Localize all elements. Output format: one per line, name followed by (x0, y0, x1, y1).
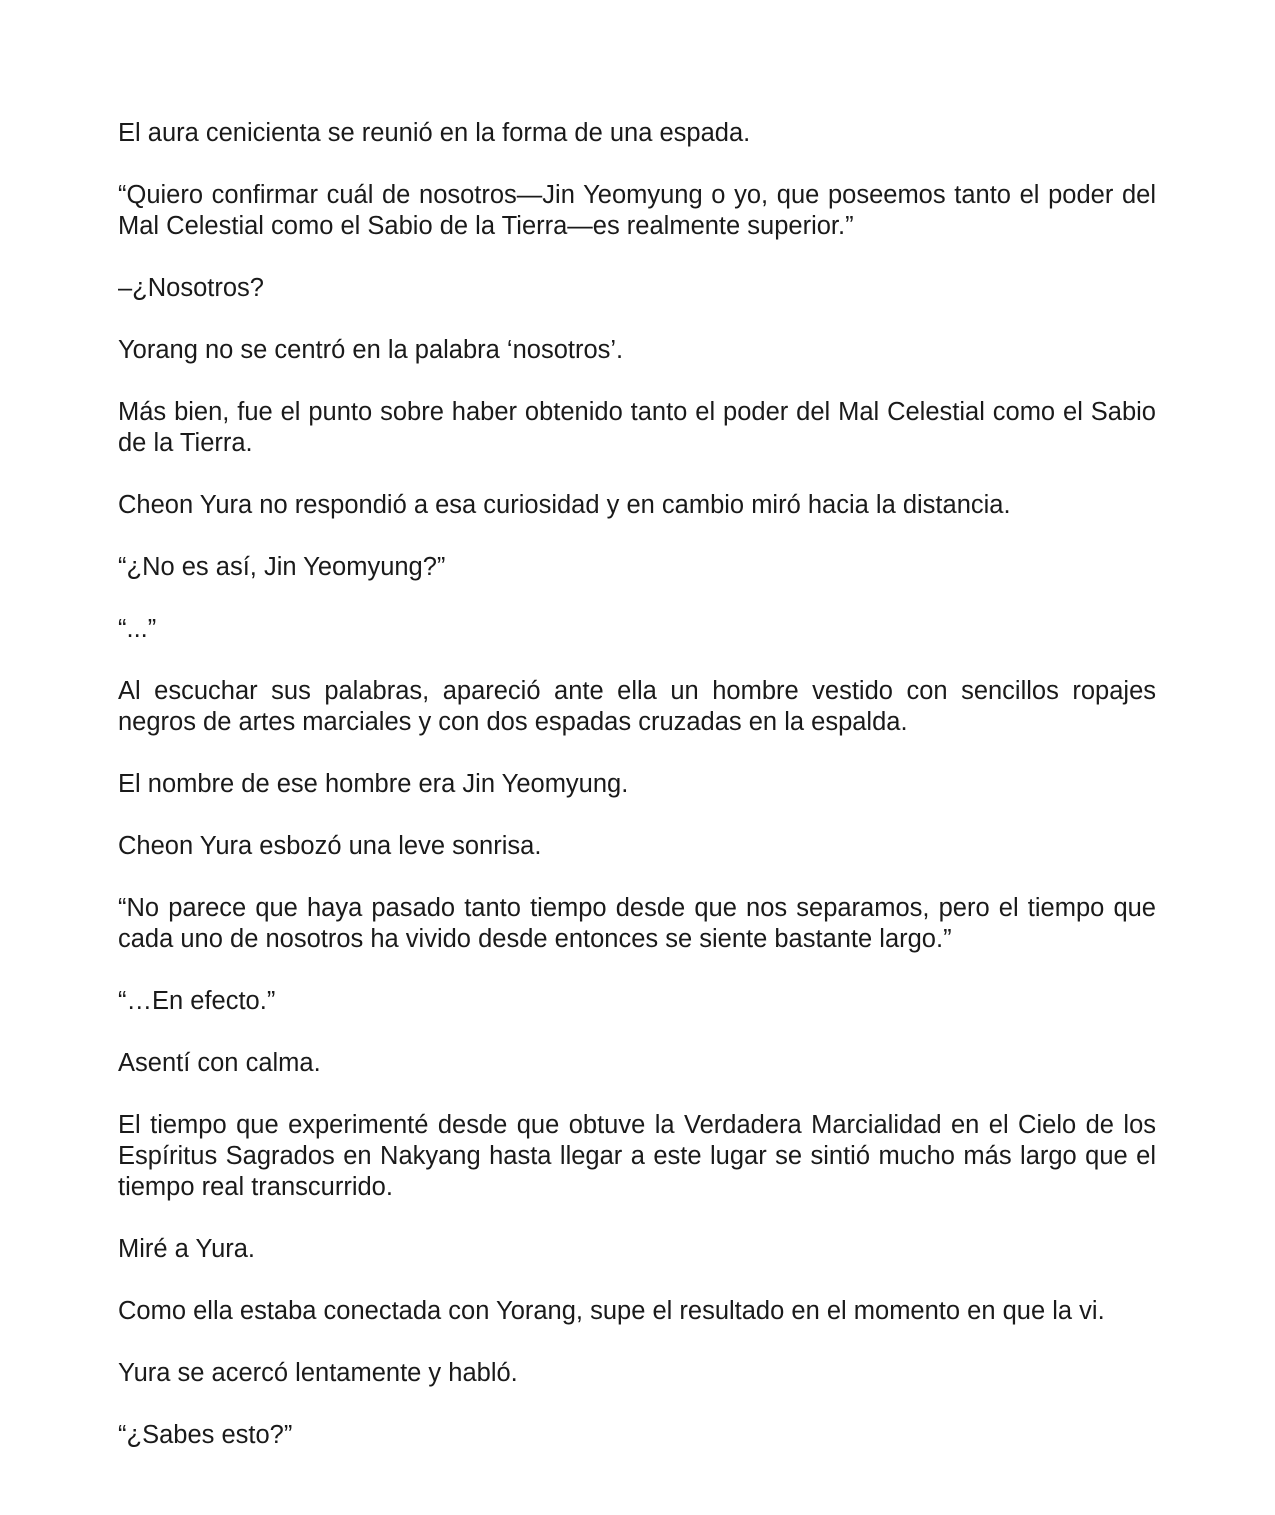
paragraph: Yorang no se centró en la palabra ‘nosotros’. (118, 336, 624, 364)
document-page (118, 118, 1156, 1451)
paragraph: –¿Nosotros? (118, 274, 264, 302)
paragraph: Asentí con calma. (118, 1049, 321, 1077)
paragraph: El nombre de ese hombre era Jin Yeomyung. (118, 770, 629, 798)
paragraph: Cheon Yura no respondió a esa curiosidad y en cambio miró hacia la distancia. (118, 491, 1011, 519)
paragraph: Más bien, fue el punto sobre haber obtenido tanto el poder del Mal Celestial como el Sabio de la Tierra. (118, 398, 1156, 457)
paragraph: Cheon Yura esbozó una leve sonrisa. (118, 832, 542, 860)
paragraph: “¿Sabes esto?” (118, 1421, 293, 1449)
paragraph: Miré a Yura. (118, 1235, 256, 1263)
paragraph: Al escuchar sus palabras, apareció ante ella un hombre vestido con sencillos ropajes negros de artes marciales y con dos espadas cruzadas en la espalda. (118, 677, 1156, 736)
paragraph: “…En efecto.” (118, 987, 276, 1015)
paragraph: “...” (118, 615, 157, 643)
paragraph: El aura cenicienta se reunió en la forma de una espada. (118, 119, 751, 147)
paragraph: Yura se acercó lentamente y habló. (118, 1359, 518, 1387)
paragraph: “No parece que haya pasado tanto tiempo desde que nos separamos, pero el tiempo que cada uno de nosotros ha vivido desde entonces se siente bastante largo.” (118, 894, 1156, 953)
paragraph: “Quiero confirmar cuál de nosotros—Jin Yeomyung o yo, que poseemos tanto el poder del Mal Celestial como el Sabio de la Tierra—es realmente superior.” (118, 181, 1156, 240)
paragraph: “¿No es así, Jin Yeomyung?” (118, 553, 446, 581)
paragraph: El tiempo que experimenté desde que obtuve la Verdadera Marcialidad en el Cielo de los Espíritus Sagrados en Nakyang hasta llegar a este lugar se sintió mucho más largo que el tiempo real transcurrido. (118, 1111, 1156, 1201)
paragraph: Como ella estaba conectada con Yorang, supe el resultado en el momento en que la vi. (118, 1297, 1105, 1325)
